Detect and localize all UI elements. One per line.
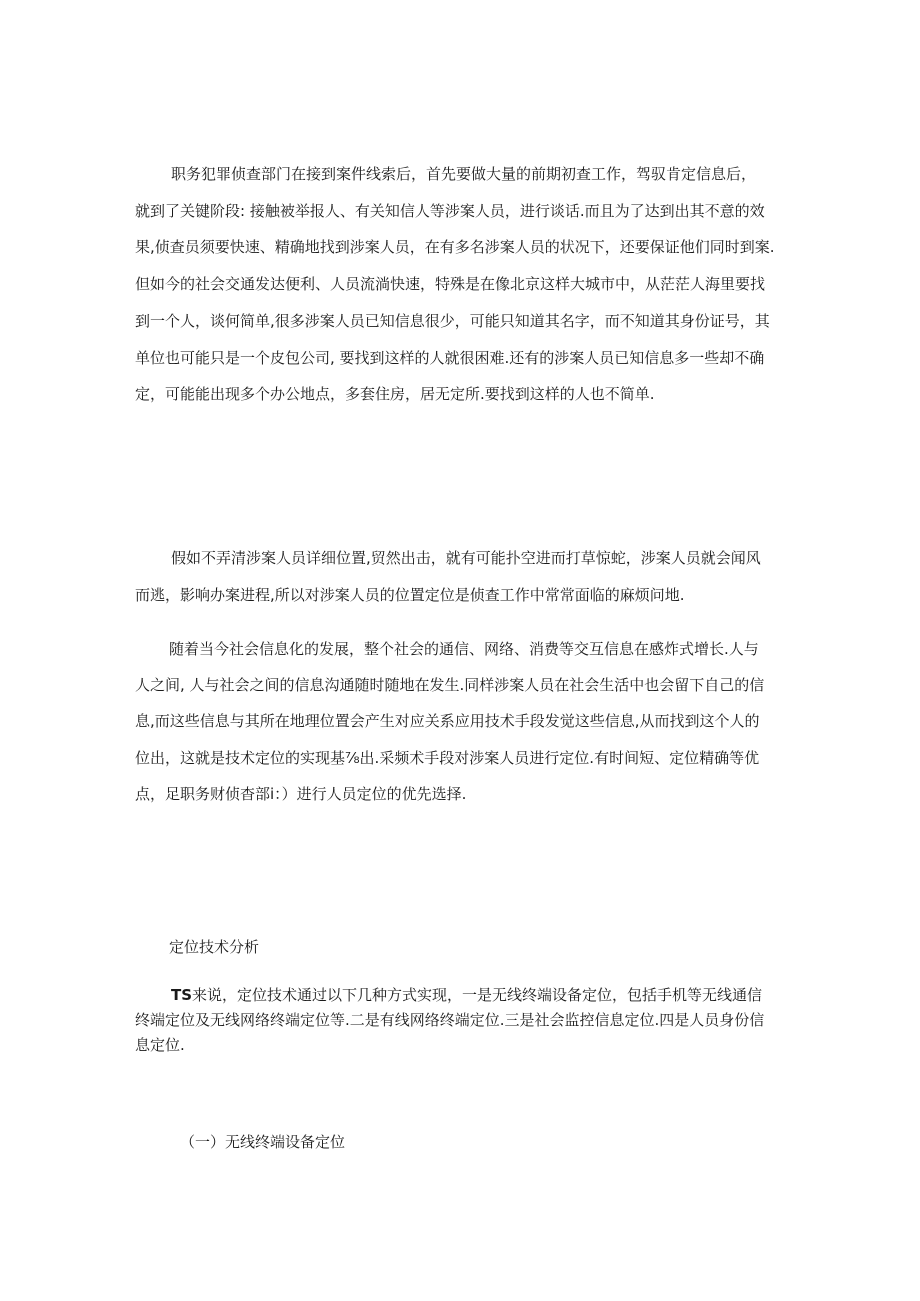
text-line: 单位也可能只是一个皮包公司, 要找到这样的人就很困难.还有的涉案人员已知信息多一些却不确 — [135, 348, 765, 367]
text-line: 定，可能能出现多个办公地点，多套住房，居无定所.要找到这样的人也不简单. — [135, 385, 655, 404]
text-line: 就到了关键阶段: 接触被举报人、有关知信人等涉案人员，进行谈话.而且为了达到出其不意的效 — [135, 201, 765, 220]
heading-text: （一）无线终端设备定位 — [180, 1133, 346, 1151]
line-rest: 来说，定位技术通过以下几种方式实现，一是无线终端设备定位，包括手机等无线通信 — [192, 986, 763, 1004]
text-line: 终端定位及无线网络终端定位等.二是有线网络终端定位.三是社会监控信息定位.四是人员身份信 — [135, 1011, 765, 1029]
paragraph-positioning-methods — [135, 983, 764, 1058]
paragraph-location-importance — [135, 540, 761, 613]
text-line: 位出，这就是技术定位的实现基⅞出.采频术手段对涉案人员进行定位.有时间短、定位精确等优 — [135, 748, 760, 767]
heading-text: 定位技术分析 — [169, 938, 260, 956]
text-line: 职务犯罪侦查部门在接到案件线索后，首先要做大量的前期初查工作，驾驭肯定信息后， — [171, 165, 757, 183]
text-line: 息,而这些信息与其所在地理位置会产生对应关系应用技术手段发觉这些信息,从而找到这个人的 — [135, 712, 760, 731]
lead-text: TS — [171, 986, 193, 1004]
text-line: 到一个人，谈何简单,很多涉案人员已知信息很少，可能只知道其名字，而不知道其身份证号，其 — [135, 311, 770, 330]
paragraph-informatization — [135, 631, 764, 812]
text-line: 果,侦查员须要快速、精确地找到涉案人员，在有多名涉案人员的状况下，还要保证他们同时到案. — [135, 238, 775, 257]
subsection-heading — [180, 1131, 345, 1153]
text-line: 点，足职务财侦杳部i：）进行人员定位的优先选择. — [135, 784, 467, 803]
text-line: 息定位. — [135, 1036, 185, 1054]
text-line: 而逃，影响办案进程,所以对涉案人员的位置定位是侦查工作中常常面临的麻烦问地. — [135, 585, 685, 604]
text-line: 假如不弄清涉案人员详细位置,贸然出击，就有可能扑空进而打草惊蛇，涉案人员就会闻风 — [171, 549, 761, 567]
text-line: 但如今的社会交通发达便利、人员流淌快速，特殊是在像北京这样大城市中，从茫茫人海里要找 — [135, 275, 766, 294]
paragraph-case-investigation — [135, 156, 775, 413]
section-heading — [169, 936, 259, 958]
text-line: 人之间, 人与社会之间的信息沟通随时随地在发生.同样涉案人员在社会生活中也会留下自己的信 — [135, 676, 765, 695]
text-line — [135, 983, 764, 1008]
text-line: 随着当今社会信息化的发展，整个社会的通信、网络、消费等交互信息在感炸式增长.人与 — [169, 640, 759, 658]
